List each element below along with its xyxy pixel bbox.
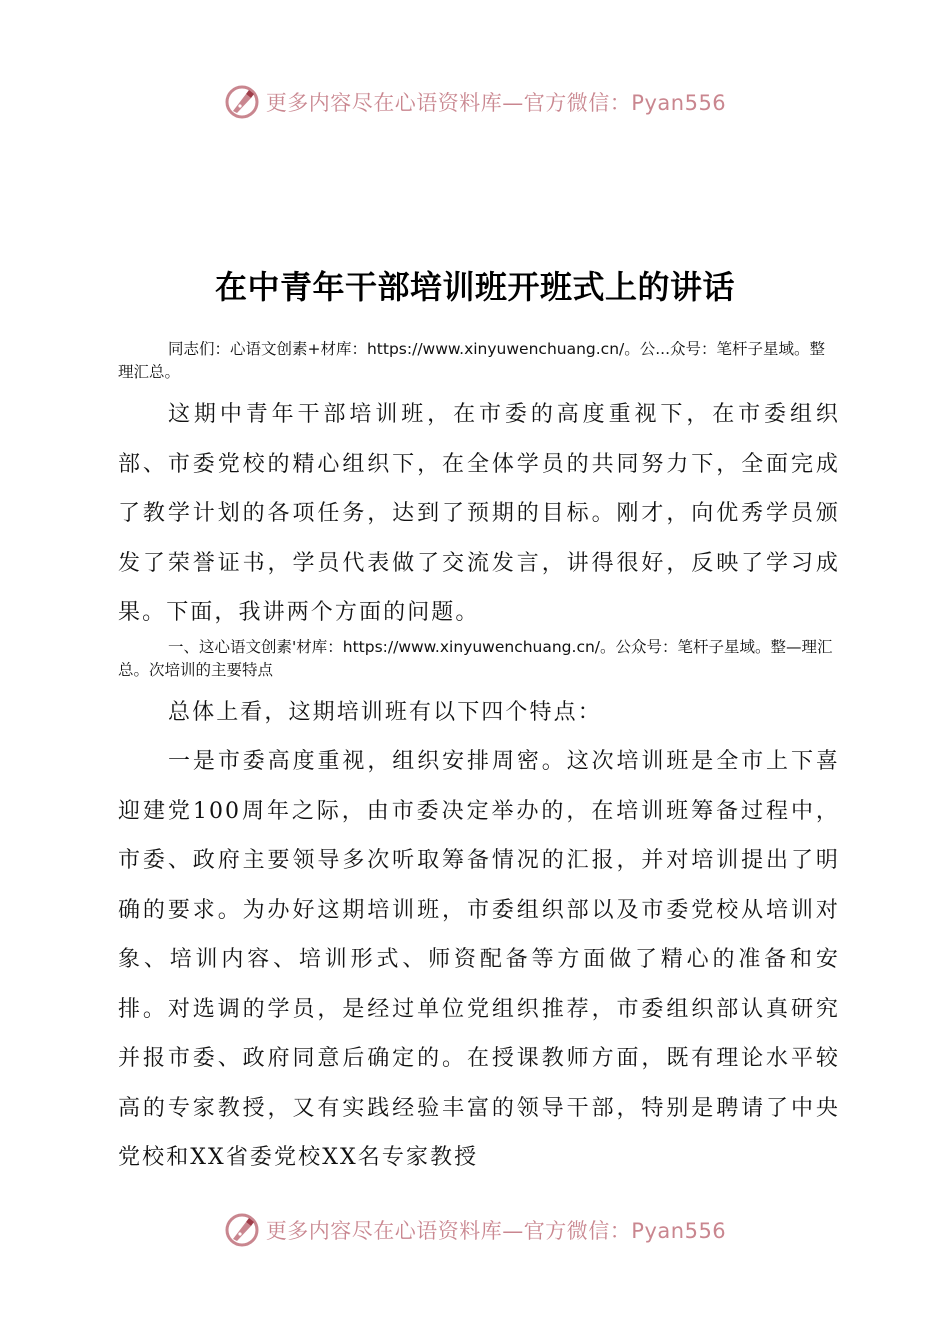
footer-watermark: [0, 1208, 950, 1252]
header-watermark: [0, 80, 950, 124]
watermark-text: 更多内容尽在心语资料库—官方微信：Pyan556: [265, 1219, 727, 1243]
pen-nib-logo-icon: [224, 84, 260, 120]
watermark-text: 更多内容尽在心语资料库—官方微信：Pyan556: [265, 91, 727, 115]
section-heading: 一、这心语文创素'材库：https://www.xinyuwenchuang.cn/。公众号：笔杆子星域。整—理汇总。次培训的主要特点: [118, 638, 833, 679]
point-one-paragraph: 一是市委高度重视，组织安排周密。这次培训班是全市上下喜迎建党100周年之际，由市委决定举办的，在培训班筹备过程中，市委、政府主要领导多次听取筹备情况的汇报，并对培训提出了明确的要求。为办好这期培训班，市委组织部以及市委党校从培训对象、培训内容、培训形式、师资配备等方面做了精心的准备和安排。对选调的学员，是经过单位党组织推荐，市委组织部认真研究并报市委、政府同意后确定的。在授课教师方面，既有理论水平较高的专家教授，又有实践经验丰富的领导干部，特别是聘请了中央党校和XX省委党校XX名专家教授: [118, 749, 840, 1170]
overview-paragraph: 总体上看，这期培训班有以下四个特点：: [168, 700, 602, 725]
salutation-note-paragraph: 同志们：心语文创素+材库：https://www.xinyuwenchuang.cn/。公...众号：笔杆子星域。整理汇总。: [118, 340, 826, 381]
document-title: 在中青年干部培训班开班式上的讲话: [214, 268, 735, 306]
intro-paragraph: 这期中青年干部培训班，在市委的高度重视下，在市委组织部、市委党校的精心组织下，在全体学员的共同努力下，全面完成了教学计划的各项任务，达到了预期的目标。刚才，向优秀学员颁发了荣誉证书，学员代表做了交流发言，讲得很好，反映了学习成果。下面，我讲两个方面的问题。: [118, 402, 840, 625]
pen-nib-logo-icon: [224, 1212, 260, 1248]
